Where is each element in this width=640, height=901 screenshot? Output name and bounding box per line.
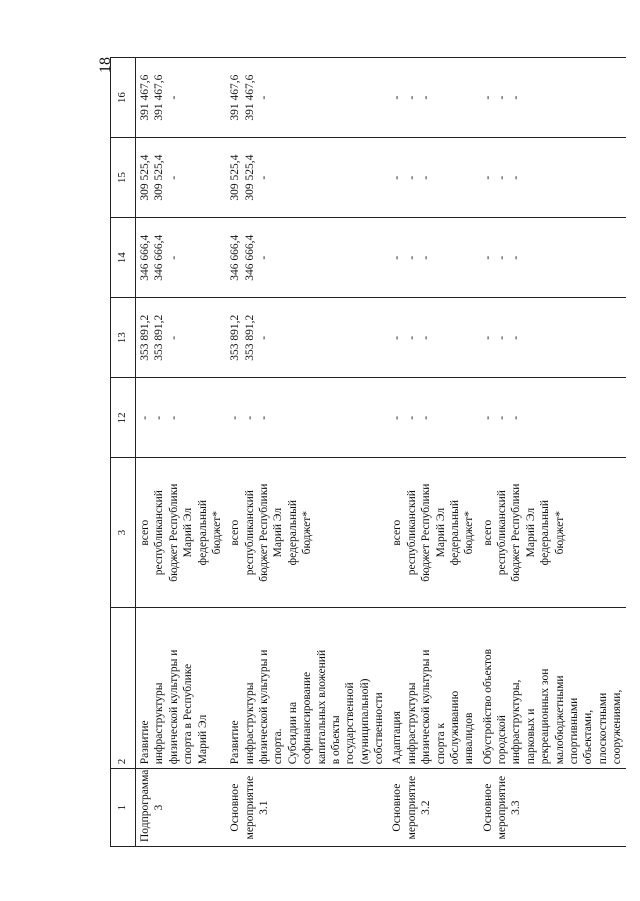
cell-line: 353 891,2 [153,314,166,361]
cell-line: мероприятие [243,775,256,840]
cell-line: - [391,95,404,100]
cell-c12 [226,378,388,458]
cell-line: инвалидов [463,712,476,765]
cell-line: Марий Эл [272,507,285,558]
cell-line: плоскостными [596,692,609,765]
cell-line: Марий Эл [182,507,195,558]
cell-line: (муниципальной) [358,678,371,765]
cell-line: Подпрограмма [139,769,151,842]
table-body [136,58,627,847]
cell-line: 3.2 [420,800,433,815]
cell-line: - [153,415,166,420]
cell-line: Марий Эл [524,507,537,558]
header-col-12: 12 [111,378,136,458]
cell-c12 [136,378,227,458]
cell-line: собственности [373,692,385,765]
cell-line: 346 666,4 [243,234,256,281]
cell-line: республиканский [496,490,508,576]
table-row [479,58,627,847]
cell-line: республиканский [243,490,256,576]
cell-line: - [405,175,418,180]
cell-line: 309 525,4 [139,154,151,201]
cell-c16 [479,58,627,138]
cell-c13 [226,298,388,378]
cell-line: софинансирование [301,671,314,765]
cell-c15 [136,138,227,218]
cell-line: - [405,415,418,420]
cell-line: мероприятие [496,775,508,840]
cell-line: - [405,95,418,100]
cell-c3 [388,458,478,608]
cell-line: - [243,415,256,420]
cell-line: - [258,255,270,260]
cell-line: инфраструктуры [243,682,256,765]
cell-line: - [405,335,418,340]
cell-c1 [226,769,388,847]
cell-c3 [479,458,627,608]
cell-line: - [420,335,433,340]
cell-c2 [479,608,627,769]
cell-line: - [420,95,433,100]
cell-line: - [510,175,523,180]
cell-line: федеральный [286,500,299,566]
header-col-1: 1 [111,769,136,847]
cell-line: федеральный [539,500,552,566]
cell-line: - [481,95,494,100]
cell-line: Основное [229,783,242,832]
cell-line: 353 891,2 [139,314,151,361]
cell-line: - [391,335,404,340]
cell-line: всего [391,519,404,546]
header-col-14: 14 [111,218,136,298]
cell-line: в объекты [329,715,342,765]
cell-line: малобюджетными [553,675,566,765]
cell-line: республиканский [405,490,418,576]
cell-line: инфраструктуры, [510,679,523,765]
cell-line: 309 525,4 [229,154,242,201]
cell-line: - [420,255,433,260]
cell-line: - [481,175,494,180]
cell-line: городской [496,715,508,765]
cell-line: 346 666,4 [153,234,166,281]
cell-line: - [496,95,508,100]
cell-line: 309 525,4 [243,154,256,201]
cell-line: 391 467,6 [153,74,166,121]
table-row [136,58,227,847]
cell-c1 [479,769,627,847]
cell-line: Марий Эл [196,714,209,765]
cell-line: инфраструктуры [153,682,166,765]
cell-line: - [167,335,180,340]
cell-line: - [167,255,180,260]
cell-c16 [226,58,388,138]
cell-line: бюджет Республики [258,483,270,582]
cell-c14 [136,218,227,298]
cell-line: 309 525,4 [153,154,166,201]
cell-line: 3.3 [510,800,523,815]
cell-c16 [388,58,478,138]
cell-line: Адаптация [391,711,404,765]
cell-line: капитальных вложений [315,649,328,765]
cell-line: Субсидии на [286,701,299,765]
cell-line: - [510,415,523,420]
cell-line: 346 666,4 [229,234,242,281]
cell-line: спорта к [434,722,447,765]
cell-c2 [226,608,388,769]
rotated-table-container [110,57,623,847]
header-row [111,58,136,847]
cell-line: физической культуры и [258,649,270,765]
cell-line: - [229,415,242,420]
header-col-2: 2 [111,608,136,769]
cell-c14 [226,218,388,298]
cell-line: бюджет Республики [167,483,180,582]
cell-line: - [139,415,151,420]
cell-line: бюджет* [301,510,314,555]
cell-line: бюджет* [553,510,566,555]
cell-line: Основное [481,783,494,832]
cell-line: - [258,335,270,340]
cell-c12 [479,378,627,458]
cell-line: обслуживанию [448,690,461,765]
cell-line: - [258,95,270,100]
cell-c12 [388,378,478,458]
cell-line: - [391,415,404,420]
cell-line: - [496,255,508,260]
cell-line: - [258,175,270,180]
cell-line: Развитие [139,720,151,765]
cell-line: 391 467,6 [243,74,256,121]
cell-line: всего [229,519,242,546]
cell-line: государственной [344,682,357,765]
cell-c16 [136,58,227,138]
table-row [226,58,388,847]
cell-line: 353 891,2 [229,314,242,361]
cell-line: республиканский [153,490,166,576]
cell-line: федеральный [448,500,461,566]
cell-line: - [167,415,180,420]
cell-line: всего [481,519,494,546]
cell-line: 391 467,6 [229,74,242,121]
cell-line: - [258,415,270,420]
cell-c13 [388,298,478,378]
cell-line: инфраструктуры [405,682,418,765]
cell-c15 [226,138,388,218]
cell-c3 [226,458,388,608]
cell-line: - [496,175,508,180]
budget-table [110,57,626,847]
cell-line: - [391,255,404,260]
cell-line: спортивными [567,697,580,765]
header-col-15: 15 [111,138,136,218]
cell-line: федеральный [196,500,209,566]
cell-line: - [167,175,180,180]
cell-line: 391 467,6 [139,74,151,121]
cell-line: - [420,415,433,420]
cell-line: - [481,415,494,420]
cell-line: 3.1 [258,800,270,815]
cell-line: физической культуры и [167,649,180,765]
cell-c15 [388,138,478,218]
cell-line: всего [139,519,151,546]
cell-c2 [136,608,227,769]
cell-line: бюджет Республики [420,483,433,582]
cell-c15 [479,138,627,218]
cell-line: - [405,255,418,260]
cell-c14 [479,218,627,298]
cell-line: мероприятие [405,775,418,840]
cell-c13 [136,298,227,378]
cell-line: - [510,255,523,260]
cell-line: - [391,175,404,180]
cell-line: сооружениями, [611,689,623,765]
header-col-3: 3 [111,458,136,608]
cell-c3 [136,458,227,608]
cell-line: рекреационных зон [539,668,552,765]
cell-line: 3 [153,804,166,811]
cell-line: бюджет Республики [510,483,523,582]
cell-c13 [479,298,627,378]
cell-c1 [388,769,478,847]
cell-line: - [481,255,494,260]
cell-line: - [481,335,494,340]
cell-line: - [510,335,523,340]
cell-c14 [388,218,478,298]
cell-line: - [496,415,508,420]
cell-line: бюджет* [210,510,223,555]
cell-c2 [388,608,478,769]
cell-line: Основное [391,783,404,832]
cell-line: спорта. [272,728,285,765]
cell-line: Марий Эл [434,507,447,558]
cell-c1 [136,769,227,847]
cell-line: - [510,95,523,100]
cell-line: - [167,95,180,100]
cell-line: - [496,335,508,340]
cell-line: - [420,175,433,180]
cell-line: 353 891,2 [243,314,256,361]
page-number: 18 [97,57,114,73]
cell-line: спорта в Республике [182,663,195,765]
table-row [388,58,478,847]
cell-line: 346 666,4 [139,234,151,281]
cell-line: парковых и [524,708,537,765]
header-col-16: 16 [111,58,136,138]
cell-line: физической культуры и [420,649,433,765]
header-col-13: 13 [111,298,136,378]
cell-line: объектами, [582,709,595,765]
cell-line: бюджет* [463,510,476,555]
cell-line: Обустройство объектов [481,648,494,765]
cell-line: Развитие [229,720,242,765]
